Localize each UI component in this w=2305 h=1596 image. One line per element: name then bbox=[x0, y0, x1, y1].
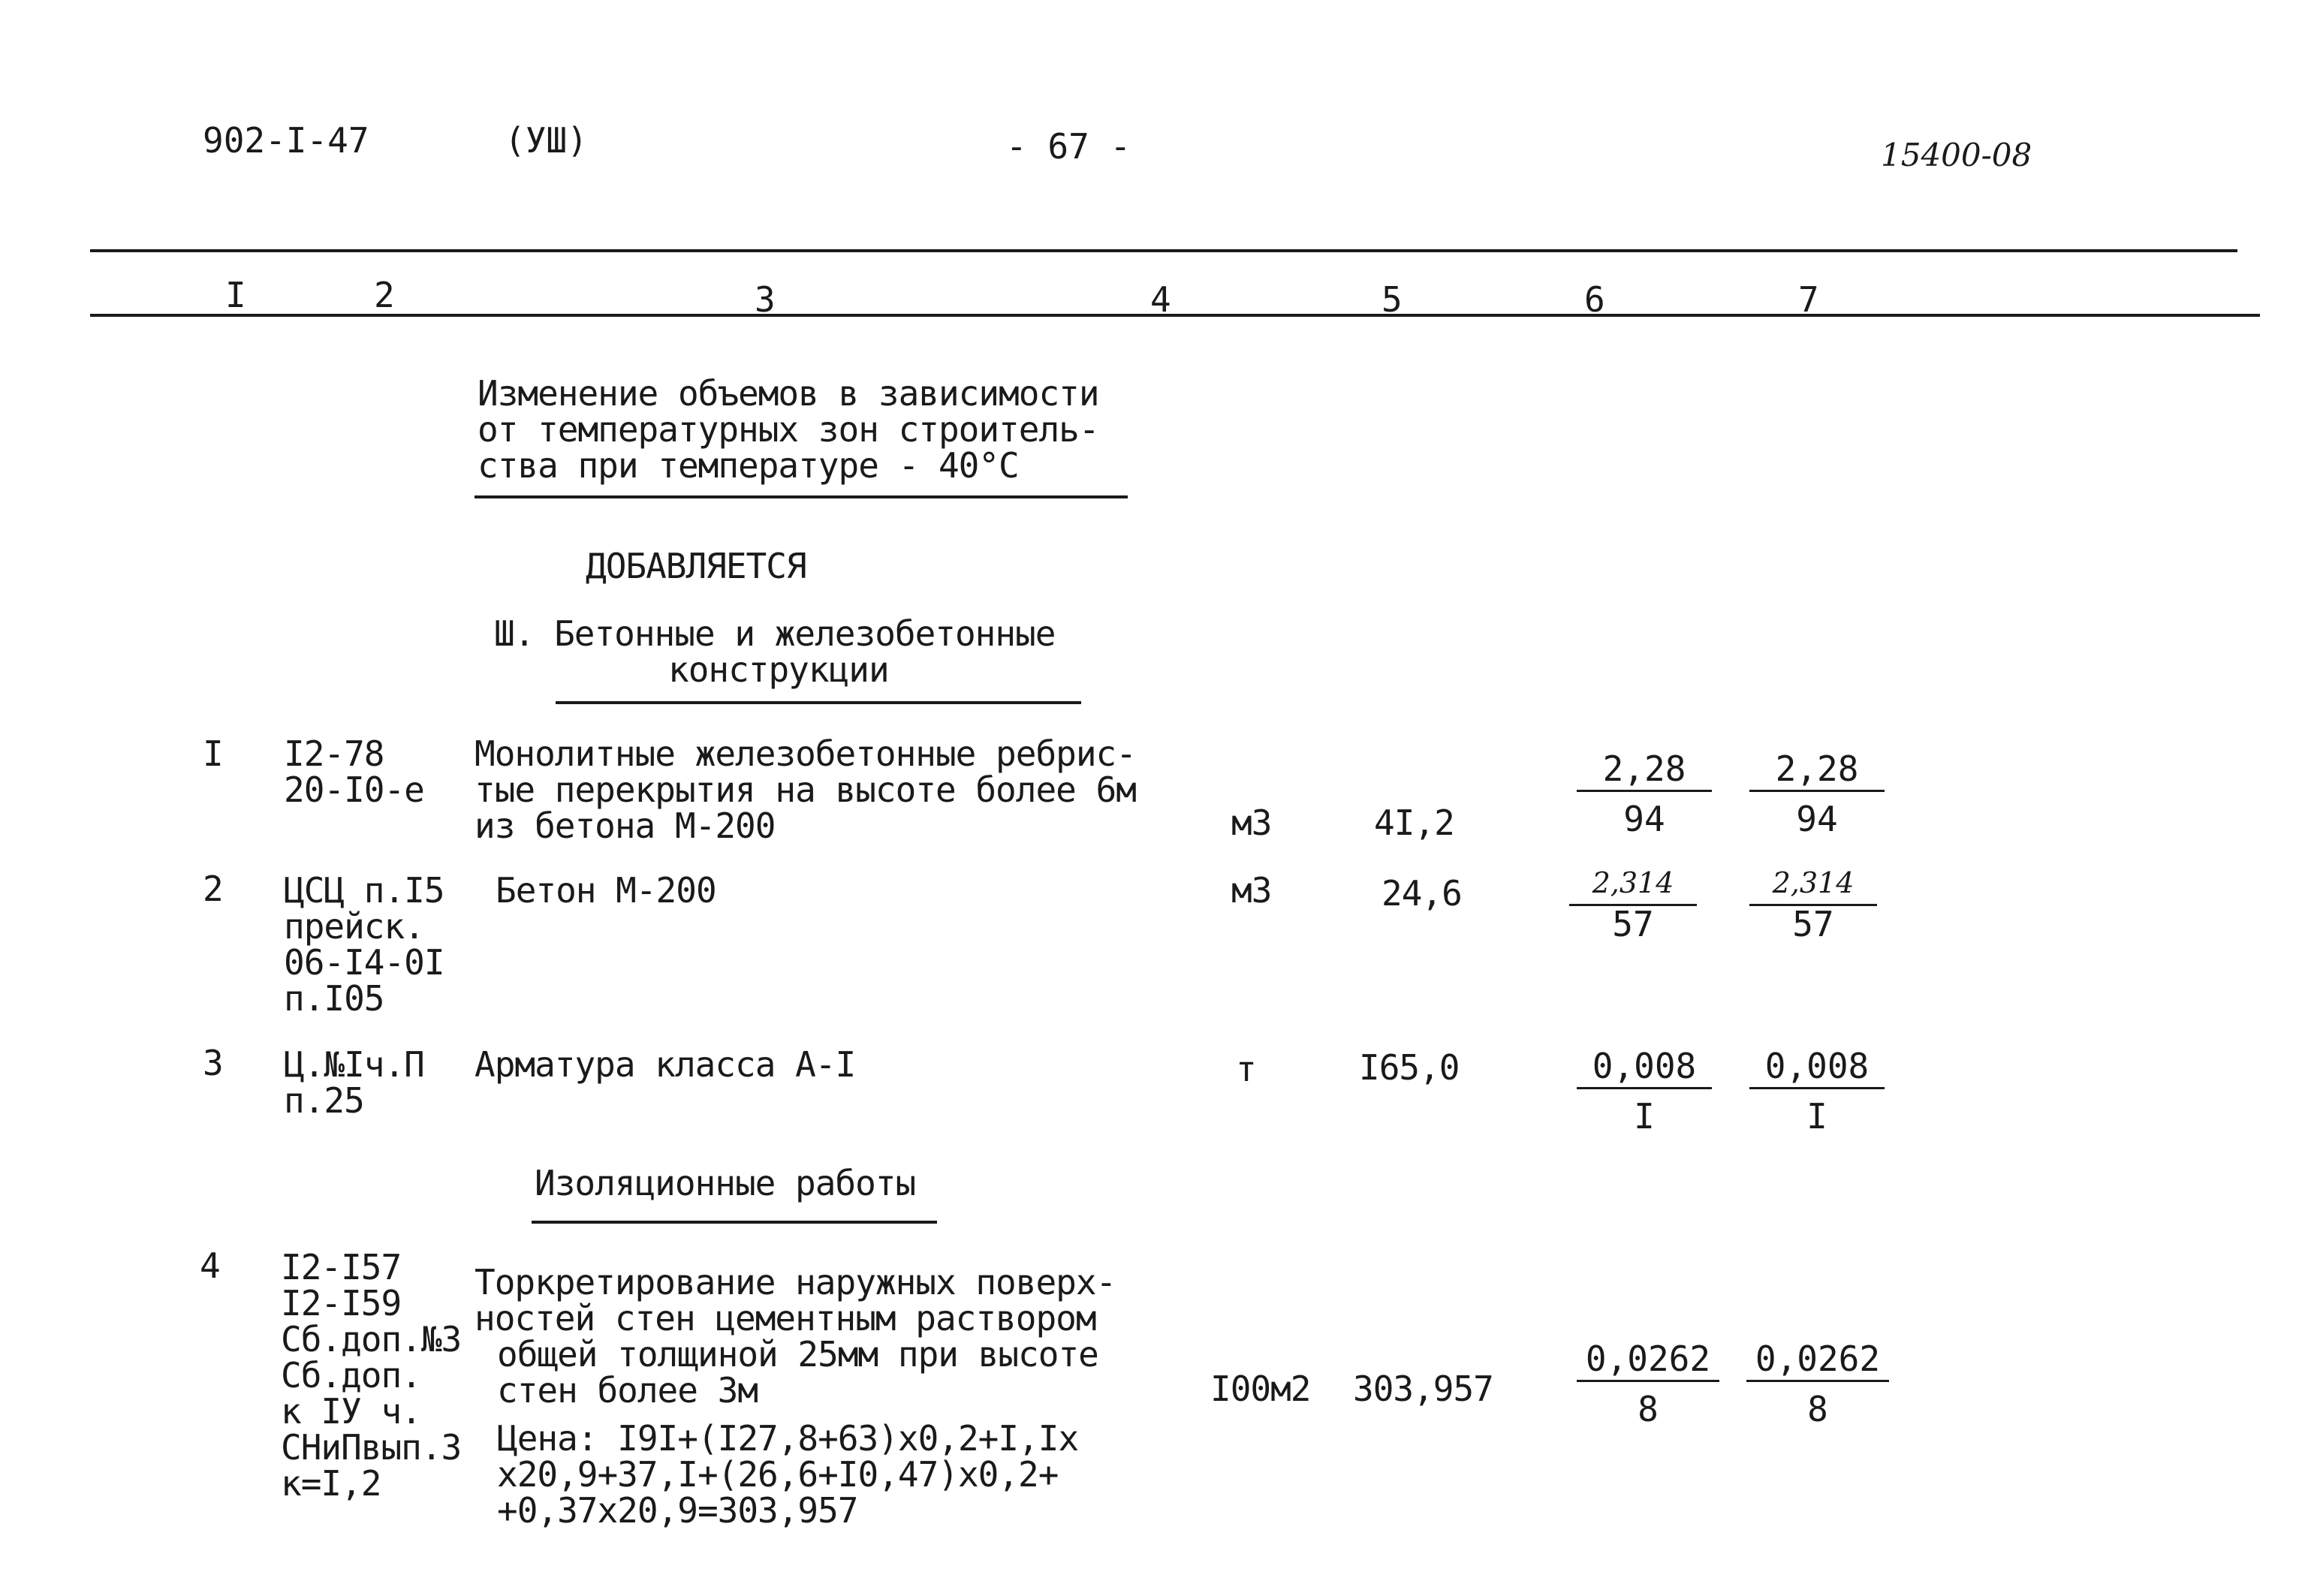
row-2-unit: м3 bbox=[1231, 870, 1272, 911]
row-2-quantity: 24,6 bbox=[1381, 873, 1462, 914]
column-4-number: 4 bbox=[1150, 279, 1171, 320]
code-line: п.25 bbox=[284, 1080, 364, 1121]
column-7-number: 7 bbox=[1798, 279, 1819, 320]
fraction-numerator: 0,008 bbox=[1577, 1048, 1712, 1089]
row-3-code bbox=[284, 1046, 424, 1119]
insulation-section-title: Изоляционные работы bbox=[535, 1163, 916, 1203]
row-2-code bbox=[284, 870, 444, 1019]
code-line: к IУ ч. bbox=[281, 1391, 421, 1432]
code-line: 20-I0-е bbox=[284, 769, 424, 810]
insulation-underline bbox=[532, 1221, 937, 1224]
column-5-number: 5 bbox=[1381, 279, 1403, 320]
row-4-number: 4 bbox=[200, 1245, 220, 1286]
row-1-number: I bbox=[203, 733, 223, 774]
row-4-col6-fraction bbox=[1577, 1341, 1719, 1427]
row-4-unit: I00м2 bbox=[1210, 1369, 1311, 1409]
document-code: 902-I-47 bbox=[203, 120, 369, 161]
intro-line: Изменение объемов в зависимости bbox=[478, 373, 1099, 414]
sheet-code: 15400-08 bbox=[1881, 137, 2032, 173]
header-bottom-rule bbox=[90, 314, 2260, 317]
price-line: х20,9+37,I+(26,6+I0,47)х0,2+ bbox=[497, 1454, 1059, 1495]
row-4-quantity: 303,957 bbox=[1353, 1369, 1493, 1409]
code-line: Сб.доп.№3 bbox=[281, 1319, 462, 1360]
row-2-col7-fraction bbox=[1749, 865, 1877, 942]
code-line: прейск. bbox=[284, 906, 424, 947]
row-3-number: 3 bbox=[203, 1043, 223, 1083]
fraction-denominator: 94 bbox=[1623, 799, 1665, 839]
column-1-number: I bbox=[225, 275, 246, 315]
section-iii-underline bbox=[556, 701, 1081, 704]
desc-line: стен более 3м bbox=[497, 1370, 758, 1411]
header-top-rule bbox=[90, 249, 2237, 252]
desc-line: ностей стен цементным раствором bbox=[475, 1298, 1096, 1339]
fraction-denominator: 57 bbox=[1792, 904, 1834, 944]
code-line: ЦСЦ п.I5 bbox=[284, 870, 444, 911]
page-number: - 67 - bbox=[1006, 126, 1131, 167]
price-line: Цена: I9I+(I27,8+63)х0,2+I,Iх bbox=[497, 1418, 1079, 1459]
code-line: Сб.доп. bbox=[281, 1355, 421, 1396]
code-line: I2-I57 bbox=[281, 1247, 402, 1287]
intro-underline bbox=[475, 495, 1128, 498]
row-4-price-calculation bbox=[497, 1418, 1079, 1531]
section-number: (УШ) bbox=[505, 120, 588, 161]
row-2-description: Бетон М-200 bbox=[496, 870, 716, 911]
intro-line: от температурных зон строитель- bbox=[478, 409, 1099, 450]
fraction-denominator: I bbox=[1634, 1096, 1655, 1137]
fraction-denominator: 8 bbox=[1638, 1389, 1659, 1429]
fraction-denominator: 94 bbox=[1796, 799, 1838, 839]
column-2-number: 2 bbox=[374, 275, 395, 315]
desc-line: Торкретирование наружных поверх- bbox=[475, 1262, 1116, 1302]
fraction-denominator: 8 bbox=[1807, 1389, 1828, 1429]
code-line: СНиПвып.3 bbox=[281, 1427, 462, 1468]
code-line: к=I,2 bbox=[281, 1463, 381, 1504]
section-iii-subtitle: конструкции bbox=[668, 649, 889, 690]
adds-label: ДОБАВЛЯЕТСЯ bbox=[586, 546, 806, 586]
row-4-col7-fraction bbox=[1746, 1341, 1889, 1427]
row-1-description bbox=[475, 733, 1136, 846]
fraction-denominator: 57 bbox=[1612, 904, 1654, 944]
row-3-quantity: I65,0 bbox=[1359, 1047, 1460, 1088]
desc-line: из бетона М-200 bbox=[475, 806, 776, 846]
code-line: Ц.№Iч.П bbox=[284, 1044, 424, 1085]
desc-line: тые перекрытия на высоте более 6м bbox=[475, 769, 1136, 810]
fraction-numerator: 0,008 bbox=[1749, 1048, 1885, 1089]
fraction-numerator: 0,0262 bbox=[1577, 1341, 1719, 1382]
row-1-quantity: 4I,2 bbox=[1374, 803, 1454, 843]
section-iii-title: Ш. Бетонные и железобетонные bbox=[494, 613, 1056, 654]
row-2-number: 2 bbox=[203, 869, 223, 909]
row-3-col6-fraction bbox=[1577, 1046, 1712, 1137]
fraction-numerator: 2,314 bbox=[1749, 865, 1877, 906]
desc-line: общей толщиной 25мм при высоте bbox=[497, 1334, 1098, 1375]
section-intro-heading bbox=[478, 373, 1099, 486]
row-3-description: Арматура класса А-I bbox=[475, 1044, 856, 1085]
row-1-col6-fraction bbox=[1577, 748, 1712, 839]
fraction-numerator: 2,28 bbox=[1749, 751, 1885, 792]
row-4-description bbox=[475, 1262, 1116, 1411]
row-4-code bbox=[281, 1247, 462, 1504]
intro-line: ства при температуре - 40°С bbox=[478, 445, 1019, 486]
code-line: 06-I4-0I bbox=[284, 942, 444, 983]
fraction-numerator: 0,0262 bbox=[1746, 1341, 1889, 1382]
row-2-col6-fraction bbox=[1569, 865, 1697, 942]
desc-line: Монолитные железобетонные ребрис- bbox=[475, 733, 1136, 774]
fraction-denominator: I bbox=[1806, 1096, 1827, 1137]
code-line: I2-78 bbox=[284, 733, 384, 774]
row-1-col7-fraction bbox=[1749, 748, 1885, 839]
row-3-unit: т bbox=[1236, 1049, 1256, 1089]
row-3-col7-fraction bbox=[1749, 1046, 1885, 1137]
code-line: п.I05 bbox=[284, 978, 384, 1019]
fraction-numerator: 2,314 bbox=[1569, 865, 1697, 906]
row-1-code bbox=[284, 733, 424, 810]
column-6-number: 6 bbox=[1584, 279, 1605, 320]
fraction-numerator: 2,28 bbox=[1577, 751, 1712, 792]
row-1-unit: м3 bbox=[1231, 803, 1272, 843]
code-line: I2-I59 bbox=[281, 1283, 402, 1323]
price-line: +0,37х20,9=303,957 bbox=[497, 1490, 858, 1531]
column-3-number: 3 bbox=[755, 279, 776, 320]
